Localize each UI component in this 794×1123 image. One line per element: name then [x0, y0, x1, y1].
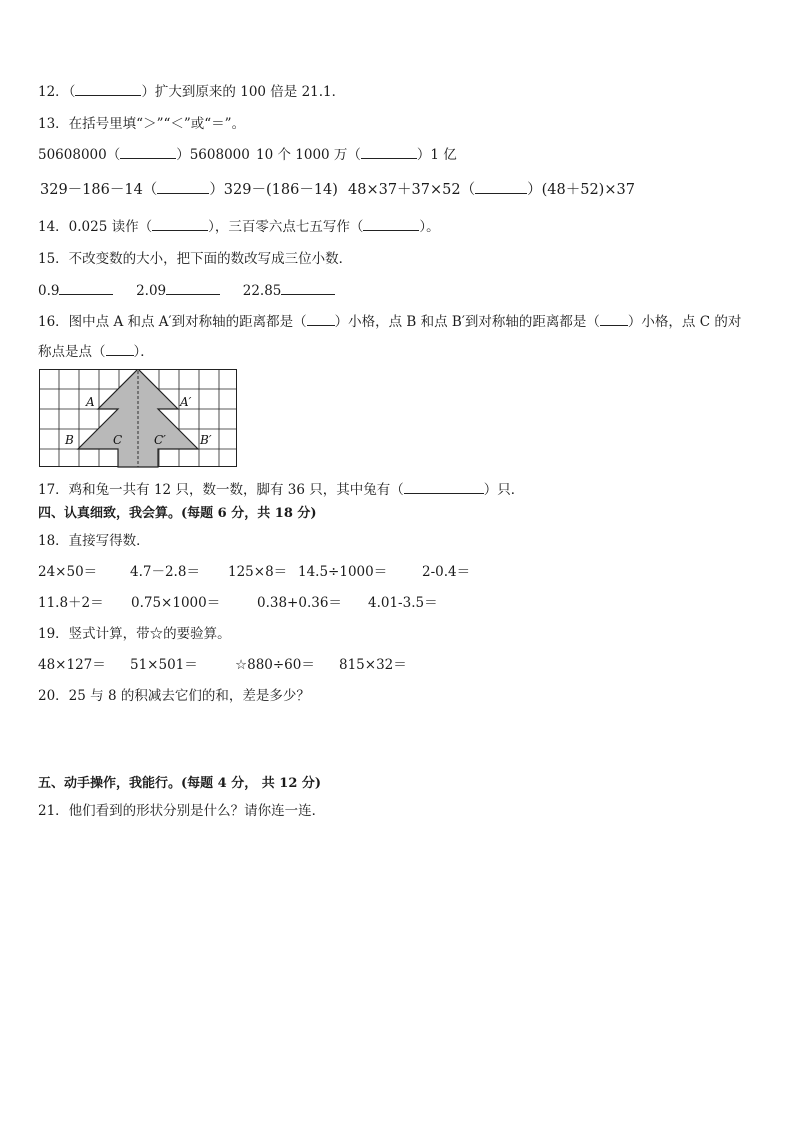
section-5-title: 五、动手操作，我能行。(每题 4 分， 共 12 分) [38, 776, 322, 791]
q18-row1-item-1: 24×50＝ [38, 564, 98, 580]
q15-item-1: 0.9 [38, 283, 60, 299]
answer-blank[interactable] [404, 481, 484, 494]
q15-item-2: 2.09 [136, 283, 167, 299]
q18-row1-item-3: 125×8＝ [228, 564, 288, 580]
q13-row-1b [256, 146, 457, 164]
question-20: 20．25 与 8 的积减去它们的和，差是多少？ [38, 688, 310, 704]
q15-item-3: 22.85 [242, 283, 282, 299]
answer-blank[interactable] [59, 282, 113, 295]
q18-row2-item-1: 11.8＋2＝ [38, 595, 104, 611]
label-b-prime: B′ [200, 433, 212, 447]
question-15: 15．不改变数的大小，把下面的数改写成三位小数． [38, 251, 353, 267]
q13-row-1 [38, 146, 250, 164]
answer-blank[interactable] [120, 146, 176, 159]
answer-blank[interactable] [363, 218, 419, 231]
q13-row2-left2: 48×37＋37×52（ [348, 182, 476, 198]
question-14 [38, 218, 440, 236]
q16-text-d: 称点是点（ [38, 344, 106, 360]
q13-row1-left: 50608000（ [38, 147, 121, 163]
label-a-prime: A′ [180, 395, 192, 409]
label-c: C [113, 433, 123, 447]
section-4-title: 四、认真细致，我会算。(每题 6 分，共 18 分) [38, 506, 317, 521]
label-c-prime: C′ [154, 433, 166, 447]
q16-text-b: ）小格，点 B 和点 B′到对称轴的距离都是（ [334, 314, 600, 330]
label-b: B [65, 433, 74, 447]
question-16 [38, 313, 741, 331]
answer-blank[interactable] [166, 282, 220, 295]
q19-item-2: 51×501＝ [130, 657, 198, 673]
symmetry-figure [39, 369, 239, 469]
q19-item-3: ☆880÷60＝ [235, 657, 315, 673]
answer-blank[interactable] [281, 282, 335, 295]
q12-text-a: 12．（ [38, 84, 76, 100]
q18-row1-item-5: 2-0.4＝ [422, 564, 471, 580]
q13-row1-left2: 10 个 1000 万（ [256, 147, 361, 163]
q14-text-b: ），三百零六点七五写作（ [208, 219, 364, 235]
question-17 [38, 481, 524, 499]
q13-row1-right2: ）1 亿 [416, 147, 457, 163]
q18-row2-item-3: 0.38+0.36＝ [257, 595, 342, 611]
q18-row2-item-4: 4.01-3.5＝ [368, 595, 438, 611]
q16-text-e: ）． [133, 344, 154, 360]
answer-blank[interactable] [75, 83, 141, 96]
q13-row2-right: ）329－(186－14) [209, 182, 338, 198]
q14-text-c: ）。 [419, 219, 440, 235]
q12-text-b: ）扩大到原来的 100 倍是 21.1． [141, 84, 346, 100]
answer-blank[interactable] [106, 343, 134, 356]
q19-item-4: 815×32＝ [339, 657, 407, 673]
q18-row1-item-2: 4.7－2.8＝ [130, 564, 200, 580]
q13-row-2 [40, 181, 338, 199]
q13-row2-left: 329－186－14（ [40, 182, 158, 198]
q14-text-a: 14．0.025 读作（ [38, 219, 153, 235]
q19-item-1: 48×127＝ [38, 657, 106, 673]
q17-text-b: ）只． [483, 482, 525, 498]
answer-blank[interactable] [307, 313, 335, 326]
q15-items [38, 282, 335, 300]
q18-row2-item-2: 0.75×1000＝ [131, 595, 221, 611]
question-19: 19．竖式计算，带☆的要验算。 [38, 626, 231, 642]
answer-blank[interactable] [152, 218, 208, 231]
label-a: A [86, 395, 95, 409]
question-12 [38, 83, 345, 101]
q13-row2-right2: ）(48＋52)×37 [527, 182, 635, 198]
answer-blank[interactable] [475, 181, 527, 194]
question-16-cont [38, 343, 154, 361]
question-13: 13．在括号里填“＞”“＜”或“＝”。 [38, 116, 246, 132]
q18-row1-item-4: 14.5÷1000＝ [298, 564, 388, 580]
question-21: 21．他们看到的形状分别是什么？请你连一连． [38, 803, 326, 819]
q17-text-a: 17．鸡和兔一共有 12 只，数一数，脚有 36 只，其中兔有（ [38, 482, 404, 498]
answer-blank[interactable] [157, 181, 209, 194]
answer-blank[interactable] [361, 146, 417, 159]
q16-text-c: ）小格，点 C 的对 [627, 314, 742, 330]
answer-blank[interactable] [600, 313, 628, 326]
q16-text-a: 16．图中点 A 和点 A′到对称轴的距离都是（ [38, 314, 307, 330]
question-18: 18．直接写得数． [38, 533, 150, 549]
q13-row1-right: ）5608000 [176, 147, 250, 163]
q13-row-2b [348, 181, 635, 199]
